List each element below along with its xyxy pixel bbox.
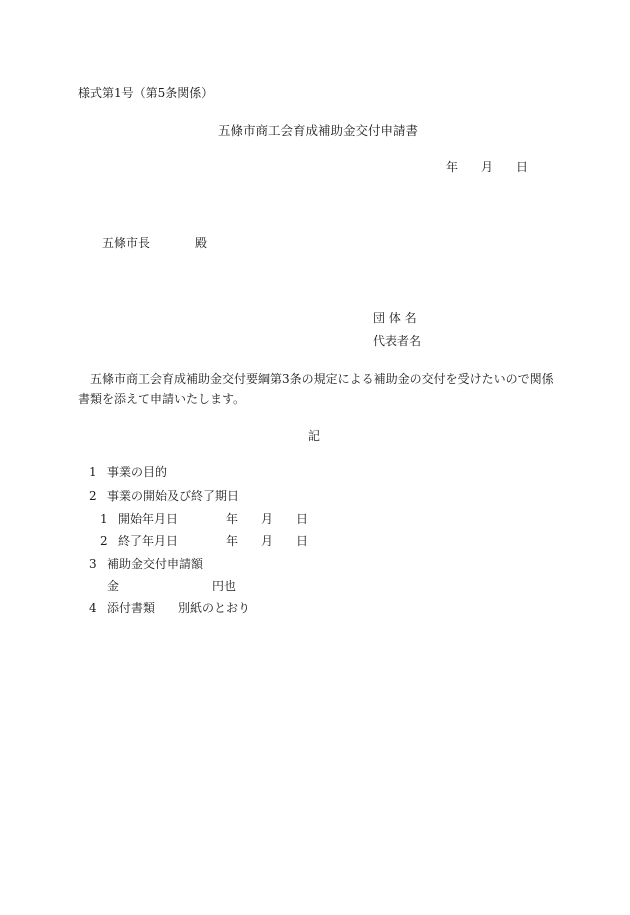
amount-yen-label: 円也 bbox=[212, 579, 237, 593]
item-2-label: 事業の開始及び終了期日 bbox=[107, 489, 240, 503]
item-1-number: 1 bbox=[89, 465, 97, 479]
sub-item-1-label: 開始年月日 bbox=[118, 512, 179, 526]
sub-item-2-month: 月 bbox=[261, 534, 274, 548]
item-3-label: 補助金交付申請額 bbox=[107, 557, 204, 571]
item-3-number: 3 bbox=[89, 557, 97, 571]
addressee-honorific: 殿 bbox=[195, 236, 208, 250]
organization-name-label: 団 体 名 bbox=[373, 311, 417, 325]
sub-item-2-label: 終了年月日 bbox=[118, 534, 179, 548]
sub-item-2-year: 年 bbox=[226, 534, 239, 548]
date-month-label: 月 bbox=[481, 160, 494, 174]
item-4-value: 別紙のとおり bbox=[178, 601, 251, 615]
item-4-label: 添付書類 bbox=[107, 601, 156, 615]
sub-item-2-day: 日 bbox=[296, 534, 309, 548]
representative-name-label: 代表者名 bbox=[373, 334, 422, 348]
sub-item-1-year: 年 bbox=[226, 512, 239, 526]
ki-heading: 記 bbox=[308, 429, 321, 443]
item-1-label: 事業の目的 bbox=[107, 465, 168, 479]
date-year-label: 年 bbox=[446, 160, 459, 174]
sub-item-1-number: 1 bbox=[100, 512, 108, 526]
sub-item-2-number: 2 bbox=[100, 534, 108, 548]
amount-kin-label: 金 bbox=[107, 579, 120, 593]
addressee-name: 五條市長 bbox=[102, 236, 151, 250]
sub-item-1-month: 月 bbox=[261, 512, 274, 526]
page-title: 五條市商工会育成補助金交付申請書 bbox=[218, 123, 419, 138]
item-4-number: 4 bbox=[89, 601, 97, 615]
form-number: 様式第1号（第5条関係） bbox=[78, 86, 214, 100]
request-body-text: 五條市商工会育成補助金交付要綱第3条の規定による補助金の交付を受けたいので関係書類を添えて申請いたします。 bbox=[78, 372, 554, 406]
item-2-number: 2 bbox=[89, 489, 97, 503]
sub-item-1-day: 日 bbox=[296, 512, 309, 526]
date-day-label: 日 bbox=[516, 160, 529, 174]
